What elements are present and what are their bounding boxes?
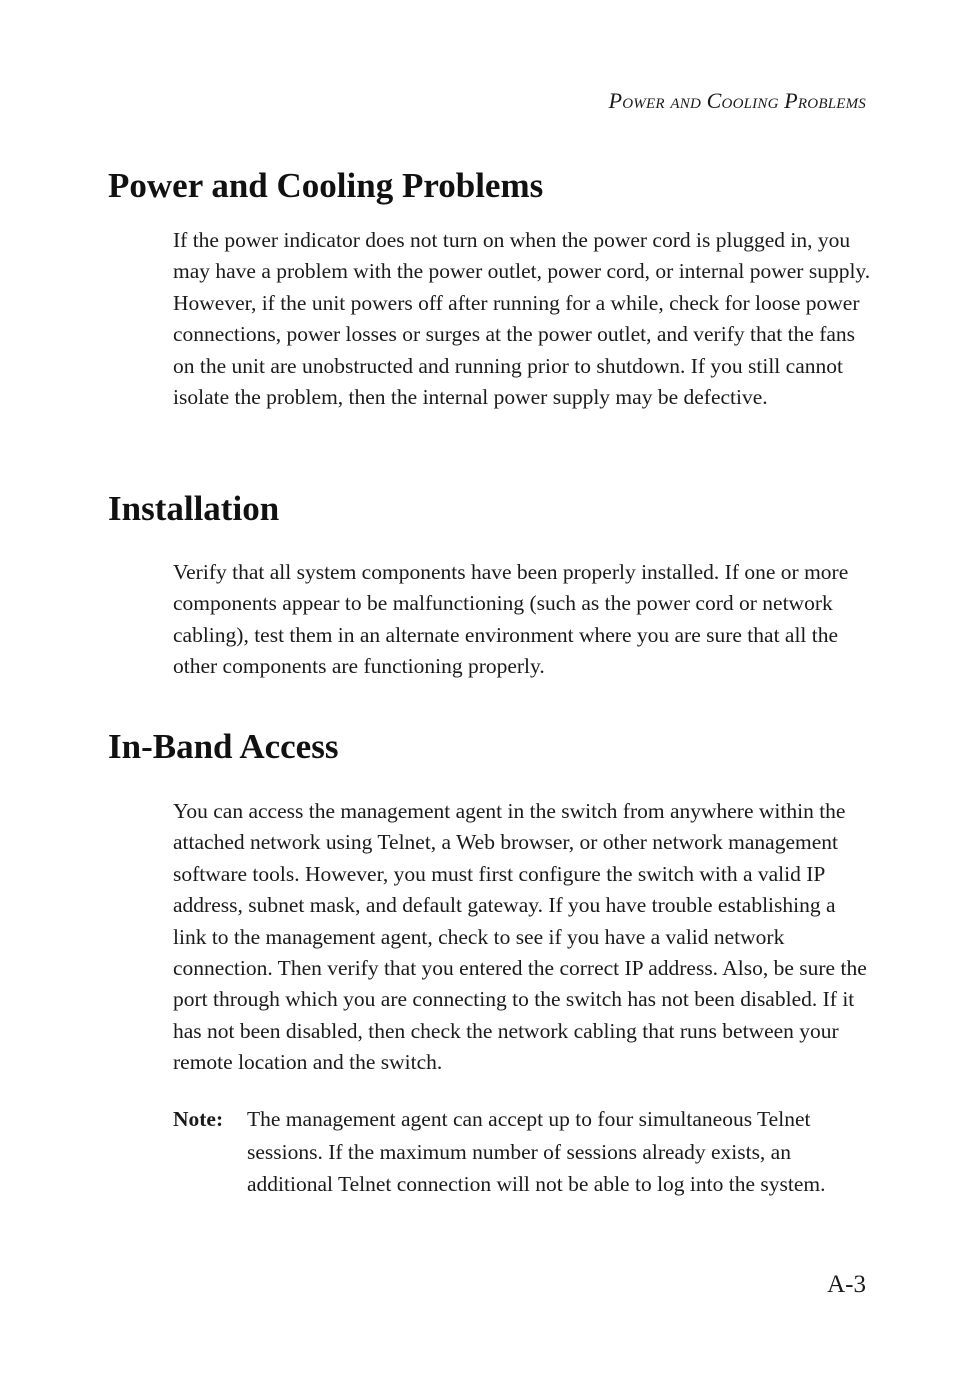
section-heading-installation: Installation [108, 489, 280, 528]
note-label: Note: [173, 1107, 224, 1131]
section-body-installation: Verify that all system components have been properly installed. If one or more components appear to be malfunctioning (such as the power cord or network cabling), test them in an alternate environment where you are sure that all the other components are functioning properly. [173, 560, 849, 679]
note-text: The management agent can accept up to four simultaneous Telnet sessions. If the maximum number of sessions already exists, an additional Telnet connection will not be able to log into the system. [247, 1107, 826, 1196]
section-body-in-band-access: You can access the management agent in the switch from anywhere within the attached network using Telnet, a Web browser, or other network management software tools. However, you must first configure the switch with a valid IP address, subnet mask, and default gateway. If you have trouble establishing a link to the management agent, check to see if you have a valid network connection. Then verify that you entered the correct IP address. Also, be sure the port through which you are connecting to the switch has not been disabled. If it has not been disabled, then check the network cabling that runs between your remote location and the switch. [173, 799, 867, 1075]
page-number: A-3 [827, 1271, 866, 1298]
section-heading-in-band-access: In-Band Access [108, 727, 339, 766]
running-header: Power and Cooling Problems [608, 88, 866, 113]
section-heading-power-cooling: Power and Cooling Problems [108, 166, 544, 205]
section-body-power-cooling: If the power indicator does not turn on when the power cord is plugged in, you may have a problem with the power outlet, power cord, or internal power supply. However, if the unit powers off after running for a while, check for loose power connections, power losses or surges at the power outlet, and verify that the fans on the unit are unobstructed and running prior to shutdown. If you still cannot isolate the problem, then the internal power supply may be defective. [173, 228, 871, 410]
